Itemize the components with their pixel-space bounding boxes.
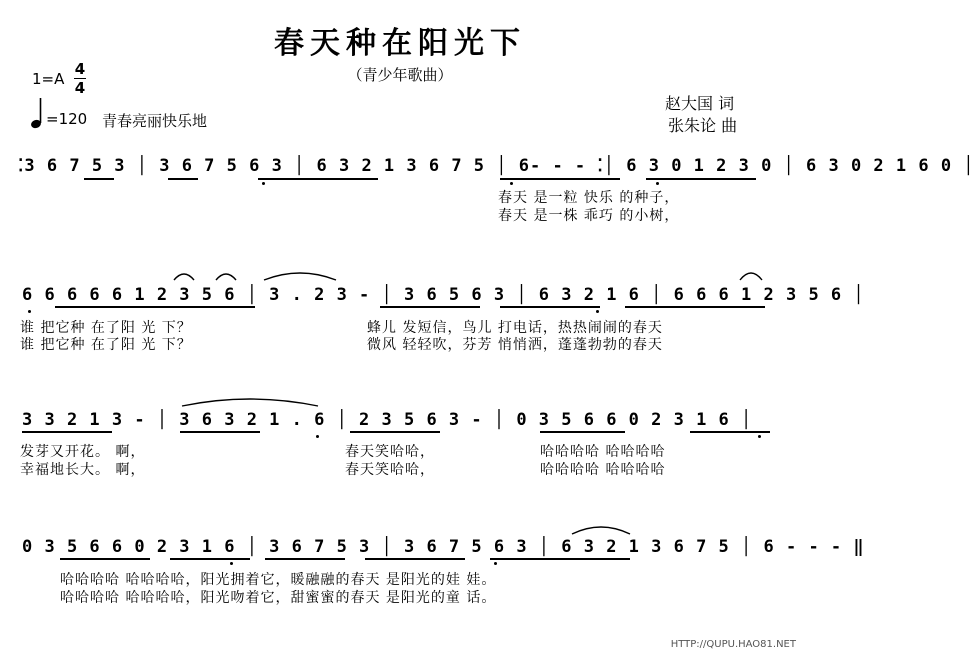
quarter-note-icon <box>30 96 46 130</box>
tempo-marking: =120 <box>46 110 88 128</box>
lyric-row-3-verse-2-end: 哈哈哈哈 哈哈哈哈 <box>540 462 666 478</box>
beam-line <box>168 178 198 180</box>
beam-line <box>380 306 480 308</box>
octave-dot <box>510 182 513 185</box>
lyric-row-1-verse-2: 春天 是一株 乖巧 的小树， <box>498 208 680 224</box>
notation-row-2: 6 6 6 6 6 1 2 3 5 6 │ 3 . 2 3 - │ 3 6 5 6 3 │ 6 3 2 1 6 │ 6 6 6 1 2 3 5 6 │ <box>22 285 865 305</box>
notation-row-4: 0 3 5 6 6 0 2 3 1 6 │ 3 6 7 5 3 │ 3 6 7 5 6 3 │ 6 3 2 1 3 6 7 5 │ 6 - - - ‖ <box>22 537 865 557</box>
beam-line <box>625 306 765 308</box>
song-subtitle: （青少年歌曲） <box>347 66 453 84</box>
notation-row-3: 3 3 2 1 3 - │ 3 6 3 2 1 . 6 │ 2 3 5 6 3 - │ 0 3 5 6 6 0 2 3 1 6 │ <box>22 410 753 430</box>
lyric-row-2-verse-2-cont: 微风 轻轻吹，芬芳 悄悄洒，蓬蓬勃勃的春天 <box>367 337 663 353</box>
octave-dot <box>316 435 319 438</box>
beam-line <box>490 558 630 560</box>
lyric-row-4-verse-2: 哈哈哈哈 哈哈哈哈，阳光吻着它，甜蜜蜜的春天 是阳光的童 话。 <box>60 590 497 606</box>
lyric-row-1-verse-1: 春天 是一粒 快乐 的种子， <box>498 190 680 206</box>
slur-mark <box>570 520 632 536</box>
slur-mark <box>262 266 338 282</box>
beam-line <box>350 431 440 433</box>
beam-line <box>84 178 114 180</box>
lyric-row-2-verse-1: 谁 把它种 在了阳 光 下？ <box>20 320 192 336</box>
beam-line <box>180 431 260 433</box>
lyric-row-3-verse-1-mid: 春天笑哈哈， <box>345 444 435 460</box>
lyric-row-4-verse-1: 哈哈哈哈 哈哈哈哈，阳光拥着它，暖融融的春天 是阳光的娃 娃。 <box>60 572 497 588</box>
time-signature-top: 4 <box>74 60 86 78</box>
key-signature: 1=A <box>32 70 65 88</box>
lyric-row-3-verse-2-mid: 春天笑哈哈， <box>345 462 435 478</box>
octave-dot <box>758 435 761 438</box>
beam-line <box>170 558 250 560</box>
beam-line <box>500 306 600 308</box>
lyric-row-3-verse-1: 发芽又开花。 啊， <box>20 444 146 460</box>
lyric-row-3-verse-1-end: 哈哈哈哈 哈哈哈哈 <box>540 444 666 460</box>
slur-mark <box>214 268 238 282</box>
beam-line <box>258 178 378 180</box>
beam-line <box>646 178 756 180</box>
beam-line <box>60 558 150 560</box>
lyric-row-3-verse-2: 幸福地长大。 啊， <box>20 462 146 478</box>
octave-dot <box>230 562 233 565</box>
octave-dot <box>28 310 31 313</box>
notation-row-1: ⁚3 6 7 5 3 │ 3 6 7 5 6 3 │ 6 3 2 1 3 6 7 5 │ 6- - - ⁚│ 6 3 0 1 2 3 0 │ 6 3 0 2 1 6 0 │ <box>18 156 975 176</box>
song-title: 春天种在阳光下 <box>274 26 526 61</box>
slur-mark <box>738 266 764 282</box>
watermark: HTTP://QUPU.HAO81.NET <box>670 639 796 650</box>
slur-mark <box>172 268 196 282</box>
beam-line <box>500 178 620 180</box>
time-signature-bottom: 4 <box>74 79 86 97</box>
composer-credit: 张朱论 曲 <box>668 116 738 135</box>
octave-dot <box>596 310 599 313</box>
lyric-row-2-verse-1-cont: 蜂儿 发短信，鸟儿 打电话，热热闹闹的春天 <box>367 320 663 336</box>
beam-line <box>22 431 112 433</box>
expression-marking: 青春亮丽快乐地 <box>102 112 208 130</box>
beam-line <box>540 431 625 433</box>
octave-dot <box>262 182 265 185</box>
lyric-row-2-verse-2: 谁 把它种 在了阳 光 下？ <box>20 337 192 353</box>
time-signature <box>74 60 86 97</box>
beam-line <box>690 431 770 433</box>
beam-line <box>55 306 255 308</box>
beam-line <box>265 558 345 560</box>
slur-mark <box>180 392 320 408</box>
octave-dot <box>656 182 659 185</box>
octave-dot <box>494 562 497 565</box>
beam-line <box>365 558 465 560</box>
lyricist-credit: 赵大国 词 <box>665 94 735 113</box>
